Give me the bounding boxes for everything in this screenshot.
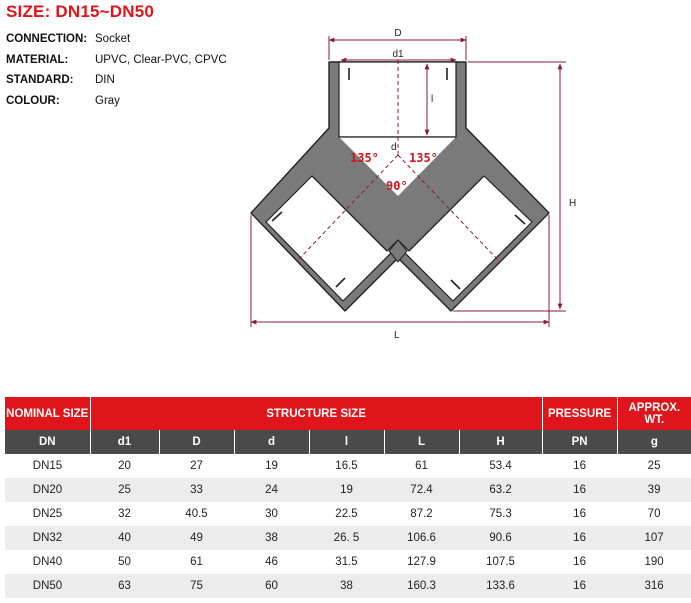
table-row [5, 454, 691, 478]
header-cell: d1 [90, 430, 159, 454]
table-cell: 160.3 [384, 574, 459, 598]
table-cell: 26. 5 [309, 526, 384, 550]
spec-row-standard [6, 70, 227, 91]
table-cell: 25 [617, 454, 691, 478]
spec-label: STANDARD: [6, 74, 74, 87]
table-row [5, 478, 691, 502]
table-row [5, 502, 691, 526]
spec-label: CONNECTION: [6, 33, 88, 46]
header-nominal-size: NOMINAL SIZE [5, 397, 90, 430]
angle-right-label: 135° [409, 151, 438, 165]
table-row [5, 550, 691, 574]
table-cell: 63.2 [459, 478, 542, 502]
table-cell: 316 [617, 574, 691, 598]
table-cell: 50 [90, 550, 159, 574]
table-cell: 22.5 [309, 502, 384, 526]
header-cell: d [234, 430, 309, 454]
table-cell: 60 [234, 574, 309, 598]
table-cell: DN20 [5, 478, 90, 502]
table-cell: 75 [159, 574, 234, 598]
spec-list [6, 29, 227, 111]
spec-value: UPVC, Clear-PVC, CPVC [95, 53, 227, 66]
table-cell: 16 [542, 526, 617, 550]
table-cell: 53.4 [459, 454, 542, 478]
table-cell: 61 [159, 550, 234, 574]
header-approx-weight: APPROX. WT. [617, 397, 691, 430]
dim-d1-label: d1 [392, 49, 404, 60]
header-cell: L [384, 430, 459, 454]
dim-L-label: L [394, 330, 400, 341]
table-cell: 16 [542, 574, 617, 598]
table-cell: 16.5 [309, 454, 384, 478]
header-pressure: PRESSURE [542, 397, 617, 430]
table-cell: 61 [384, 454, 459, 478]
dim-H-label: H [569, 198, 577, 209]
page-title: SIZE: DN15~DN50 [6, 2, 155, 21]
table-cell: DN40 [5, 550, 90, 574]
table-cell: 30 [234, 502, 309, 526]
spec-row-material [6, 50, 227, 71]
table-cell: 27 [159, 454, 234, 478]
table-cell: 32 [90, 502, 159, 526]
table-cell: 90.6 [459, 526, 542, 550]
table-cell: 87.2 [384, 502, 459, 526]
spec-table [5, 397, 691, 598]
table-cell: 20 [90, 454, 159, 478]
dim-d-label: d [391, 142, 397, 153]
spec-value: Gray [95, 94, 120, 107]
table-cell: 190 [617, 550, 691, 574]
table-cell: DN50 [5, 574, 90, 598]
table-row [5, 526, 691, 550]
table-cell: 133.6 [459, 574, 542, 598]
table-cell: 72.4 [384, 478, 459, 502]
table-cell: 16 [542, 502, 617, 526]
table-cell: 107 [617, 526, 691, 550]
header-cell: D [159, 430, 234, 454]
spec-value: Socket [95, 33, 131, 46]
table-row [5, 574, 691, 598]
spec-value: DIN [95, 74, 115, 87]
table-cell: 16 [542, 454, 617, 478]
table-cell: 49 [159, 526, 234, 550]
table-cell: 16 [542, 550, 617, 574]
table-cell: 127.9 [384, 550, 459, 574]
table-cell: 40 [90, 526, 159, 550]
header-cell: PN [542, 430, 617, 454]
dim-l-label: l [431, 94, 434, 105]
table-cell: DN32 [5, 526, 90, 550]
table-cell: 40.5 [159, 502, 234, 526]
header-cell: g [617, 430, 691, 454]
table-cell: 25 [90, 478, 159, 502]
angle-center-label: 90° [386, 179, 408, 193]
table-cell: 46 [234, 550, 309, 574]
header-cell: H [459, 430, 542, 454]
spec-label: COLOUR: [6, 94, 60, 107]
table-cell: 24 [234, 478, 309, 502]
table-cell: 16 [542, 478, 617, 502]
spec-label: MATERIAL: [6, 53, 69, 66]
spec-row-colour [6, 91, 227, 112]
table-cell: 75.3 [459, 502, 542, 526]
table-header-row [5, 430, 691, 454]
dim-D-label: D [394, 28, 402, 39]
table-cell: 39 [617, 478, 691, 502]
header-cell: DN [5, 430, 90, 454]
table-cell: 33 [159, 478, 234, 502]
header-cell: l [309, 430, 384, 454]
spec-row-connection [6, 29, 227, 50]
table-cell: 19 [309, 478, 384, 502]
table-cell: 107.5 [459, 550, 542, 574]
angle-left-label: 135° [350, 151, 379, 165]
header-structure-size: STRUCTURE SIZE [90, 397, 542, 430]
table-cell: 38 [234, 526, 309, 550]
table-cell: 106.6 [384, 526, 459, 550]
table-cell: 19 [234, 454, 309, 478]
table-cell: DN15 [5, 454, 90, 478]
y-fitting-drawing [230, 26, 585, 346]
table-cell: 31.5 [309, 550, 384, 574]
table-cell: 70 [617, 502, 691, 526]
table-header-group-row [5, 397, 691, 430]
table-cell: DN25 [5, 502, 90, 526]
table-cell: 63 [90, 574, 159, 598]
table-cell: 38 [309, 574, 384, 598]
